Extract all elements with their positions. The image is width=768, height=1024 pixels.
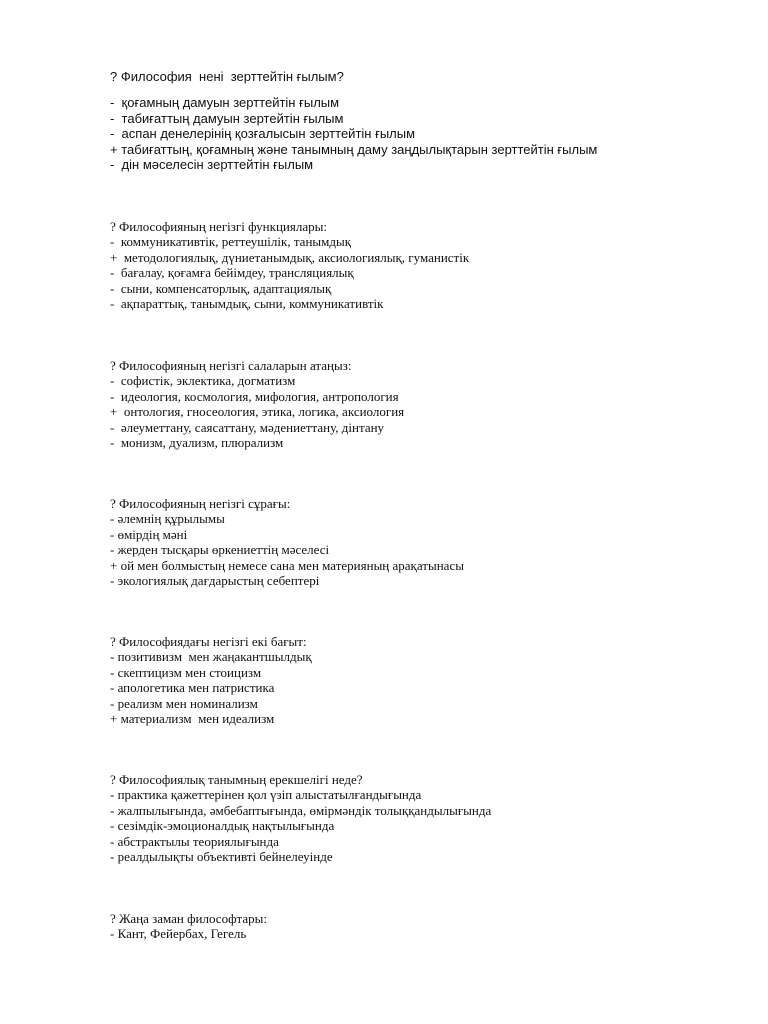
question-text: ? Жаңа заман философтары: bbox=[110, 911, 267, 926]
answer-option: - позитивизм мен жаңакантшылдық bbox=[110, 649, 312, 665]
answer-option: - Кант, Фейербах, Гегель bbox=[110, 926, 247, 942]
answer-option-correct: + табиғаттың, қоғамның және танымның даму заңдылықтарын зерттейтін ғылым bbox=[110, 141, 598, 157]
answer-option: - апологетика мен патристика bbox=[110, 680, 275, 696]
answer-option-correct: + методологиялық, дүниетанымдық, аксиологиялық, гуманистік bbox=[110, 249, 470, 265]
answer-option: - аспан денелерінің қозғалысын зерттейтін ғылым bbox=[110, 126, 416, 142]
answer-option: - табиғаттың дамуын зертейтін ғылым bbox=[110, 110, 344, 126]
answer-option: - экологиялық дағдарыстың себептері bbox=[110, 573, 320, 589]
question-text: ? Философияның негізгі салаларын атаңыз: bbox=[110, 358, 352, 373]
question-text: ? Философияның негізгі функциялары: bbox=[110, 219, 327, 234]
question-block-2 bbox=[110, 219, 730, 311]
answer-option: - реалдылықты объективті бейнелеуінде bbox=[110, 849, 333, 865]
answer-option: - бағалау, қоғамға бейімдеу, трансляциялық bbox=[110, 265, 354, 281]
answer-option-correct: + материализм мен идеализм bbox=[110, 711, 275, 727]
answer-option: - софистік, эклектика, догматизм bbox=[110, 373, 296, 389]
question-block-1 bbox=[110, 69, 730, 172]
question-block-5 bbox=[110, 634, 730, 726]
question-block-7 bbox=[110, 911, 730, 942]
answer-option-correct: + онтология, гносеология, этика, логика, аксиология bbox=[110, 404, 405, 420]
question-text: ? Философияның негізгі сұрағы: bbox=[110, 496, 291, 511]
answer-option: - жерден тысқары өркениеттің мәселесі bbox=[110, 542, 330, 558]
question-block-3 bbox=[110, 358, 730, 450]
question-block-4 bbox=[110, 496, 730, 588]
answer-option: - идеология, космология, мифология, антропология bbox=[110, 388, 399, 404]
answer-option: - өмірдің мәні bbox=[110, 526, 188, 542]
answer-option: - ақпараттық, танымдық, сыни, коммуникативтік bbox=[110, 296, 384, 312]
answer-option: - жалпылығында, әмбебаптығында, өмірмәндік толыққандылығында bbox=[110, 802, 492, 818]
question-block-6 bbox=[110, 772, 730, 864]
answer-option-correct: + ой мен болмыстың немесе сана мен материяның арақатынасы bbox=[110, 557, 464, 573]
question-text: ? Философиялық танымның ерекшелігі неде? bbox=[110, 772, 363, 787]
answer-option: - сезімдік-эмоционалдық нақтылығында bbox=[110, 818, 335, 834]
answer-option: - реализм мен номинализм bbox=[110, 695, 258, 711]
answer-option: - абстрактылы теориялығында bbox=[110, 833, 279, 849]
answer-option: - монизм, дуализм, плюрализм bbox=[110, 435, 284, 451]
question-text: ? Философиядағы негізгі екі бағыт: bbox=[110, 634, 307, 649]
answer-option: - әлемнің құрылымы bbox=[110, 511, 225, 527]
answer-option: - сыни, компенсаторлық, адаптациялық bbox=[110, 280, 332, 296]
answer-option: - қоғамның дамуын зерттейтін ғылым bbox=[110, 95, 340, 111]
answer-option: - практика қажеттерінен қол үзіп алыстатылғандығында bbox=[110, 787, 422, 803]
answer-option: - әлеуметтану, саясаттану, мәдениеттану, дінтану bbox=[110, 419, 385, 435]
answer-option: - скептицизм мен стоицизм bbox=[110, 664, 262, 680]
answer-option: - коммуникативтік, реттеушілік, танымдық bbox=[110, 234, 352, 250]
question-text: ? Философия нені зерттейтін ғылым? bbox=[110, 69, 344, 84]
answer-option: - дін мәселесін зерттейтін ғылым bbox=[110, 157, 314, 173]
